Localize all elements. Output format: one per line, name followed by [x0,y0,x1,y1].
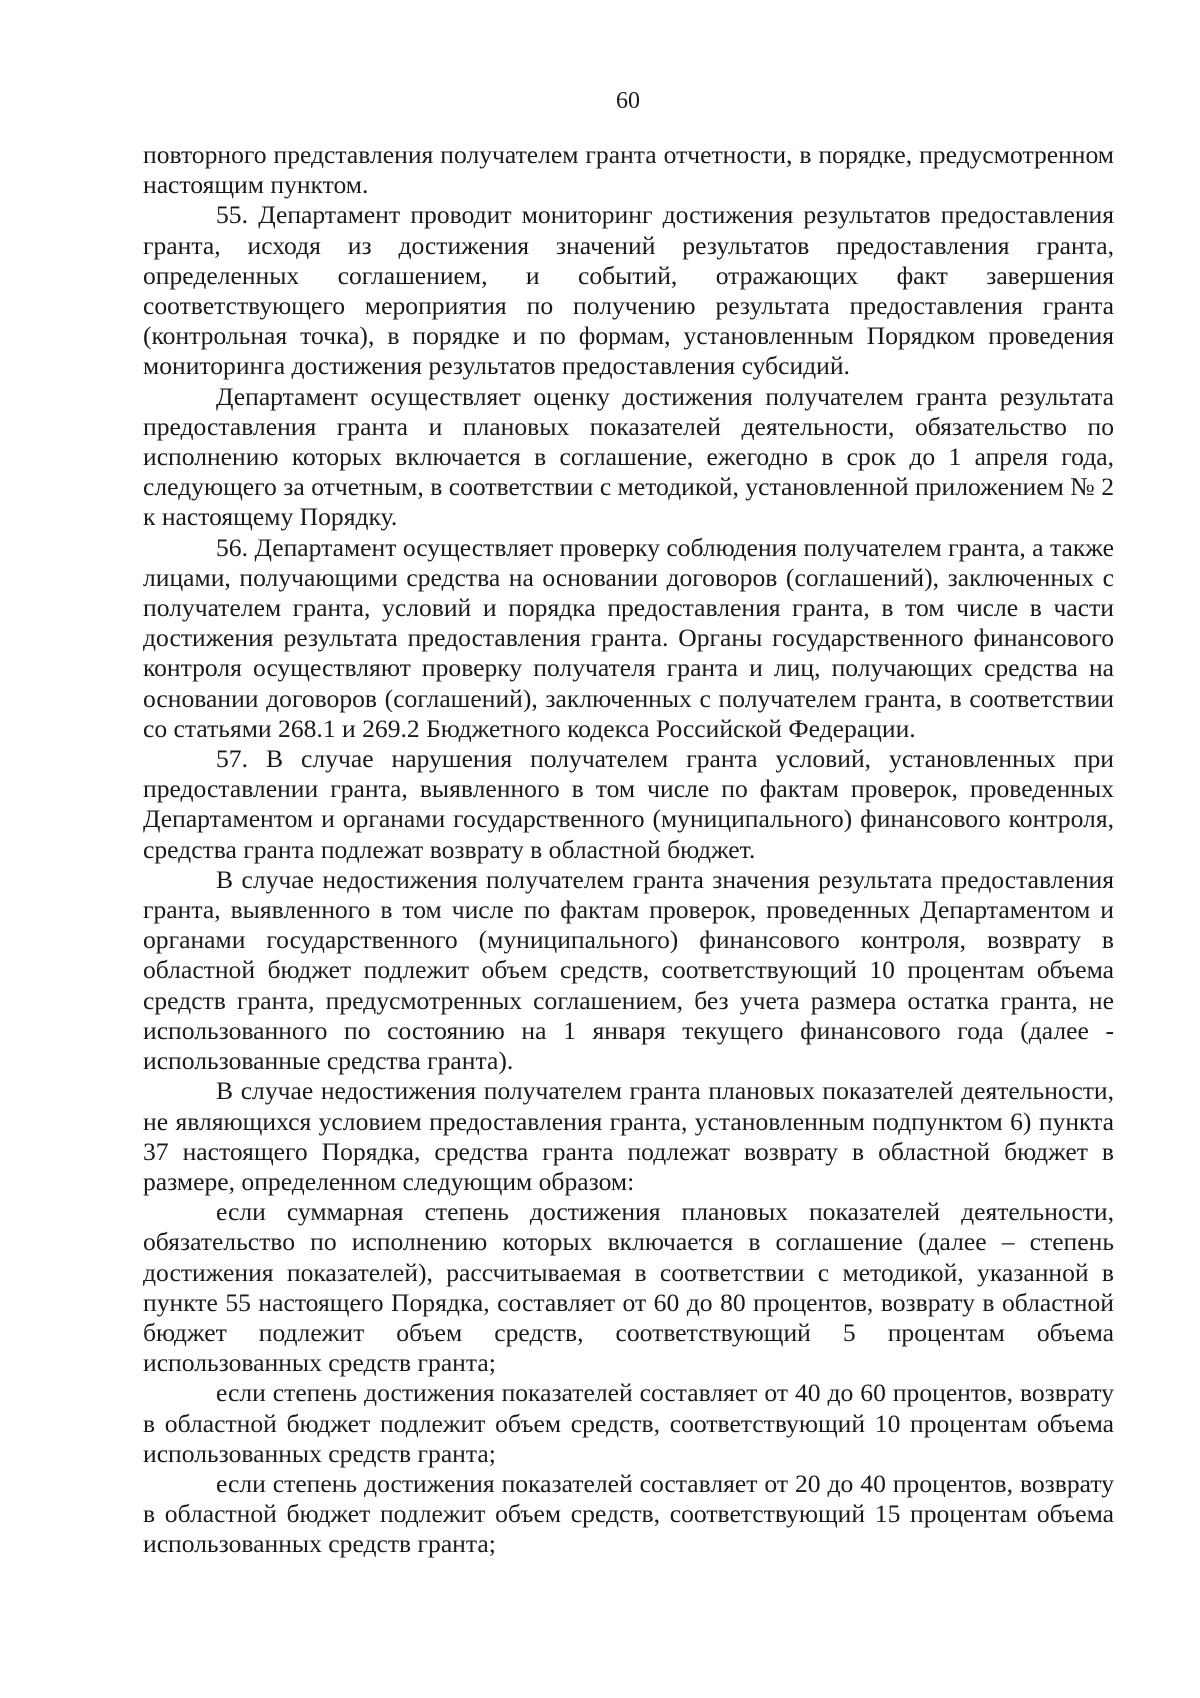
paragraph-item-55: 55. Департамент проводит мониторинг достижения результатов предоставления гранта, исходя из достижения значений результатов предоставления гранта, определенных соглашением, и событий, отражающих факт завершения соответствующего мероприятия по получению результата предоставления гранта (контрольная точка), в порядке и по формам, установленным Порядком проведения мониторинга достижения результатов предоставления субсидий. [143,200,1114,381]
paragraph-rate-40-60: если степень достижения показателей составляет от 40 до 60 процентов, возврату в областной бюджет подлежит объем средств, соответствующий 10 процентам объема использованных средств гранта; [143,1378,1114,1468]
paragraph-item-57: 57. В случае нарушения получателем гранта условий, установленных при предоставлении гранта, выявленного в том числе по фактам проверок, проведенных Департаментом и органами государственного (муниципального) финансового контроля, средства гранта подлежат возврату в областной бюджет. [143,744,1114,864]
paragraph-rate-20-40: если степень достижения показателей составляет от 20 до 40 процентов, возврату в областной бюджет подлежит объем средств, соответствующий 15 процентам объема использованных средств гранта; [143,1468,1114,1559]
document-body [143,140,1114,1560]
page-number: 60 [616,88,640,114]
paragraph-continuation: повторного представления получателем гранта отчетности, в порядке, предусмотренном настоящим пунктом. [143,140,1114,200]
paragraph-rate-60-80: если суммарная степень достижения плановых показателей деятельности, обязательство по исполнению которых включается в соглашение (далее – степень достижения показателей), рассчитываемая в соответствии с методикой, указанной в пункте 55 настоящего Порядка, составляет от 60 до 80 процентов, возврату в областной бюджет подлежит объем средств, соответствующий 5 процентам объема использованных средств гранта; [143,1197,1114,1378]
paragraph-assessment: Департамент осуществляет оценку достижения получателем гранта результата предоставления гранта и плановых показателей деятельности, обязательство по исполнению которых включается в соглашение, ежегодно в срок до 1 апреля года, следующего за отчетным, в соответствии с методикой, установленной приложением № 2 к настоящему Порядку. [143,381,1114,532]
paragraph-result-failure: В случае недостижения получателем гранта значения результата предоставления гранта, выявленного в том числе по фактам проверок, проведенных Департаментом и органами государственного (муниципального) финансового контроля, возврату в областной бюджет подлежит объем средств, соответствующий 10 процентам объема средств гранта, предусмотренных соглашением, без учета размера остатка гранта, не использованного по состоянию на 1 января текущего финансового года (далее - использованные средства гранта). [143,864,1114,1076]
paragraph-indicators-failure: В случае недостижения получателем гранта плановых показателей деятельности, не являющихся условием предоставления гранта, установленным подпунктом 6) пункта 37 настоящего Порядка, средства гранта подлежат возврату в областной бюджет в размере, определенном следующим образом: [143,1076,1114,1196]
paragraph-item-56: 56. Департамент осуществляет проверку соблюдения получателем гранта, а также лицами, получающими средства на основании договоров (соглашений), заключенных с получателем гранта, условий и порядка предоставления гранта, в том числе в части достижения результата предоставления гранта. Органы государственного финансового контроля осуществляют проверку получателя гранта и лиц, получающих средства на основании договоров (соглашений), заключенных с получателем гранта, в соответствии со статьями 268.1 и 269.2 Бюджетного кодекса Российской Федерации. [143,532,1114,743]
